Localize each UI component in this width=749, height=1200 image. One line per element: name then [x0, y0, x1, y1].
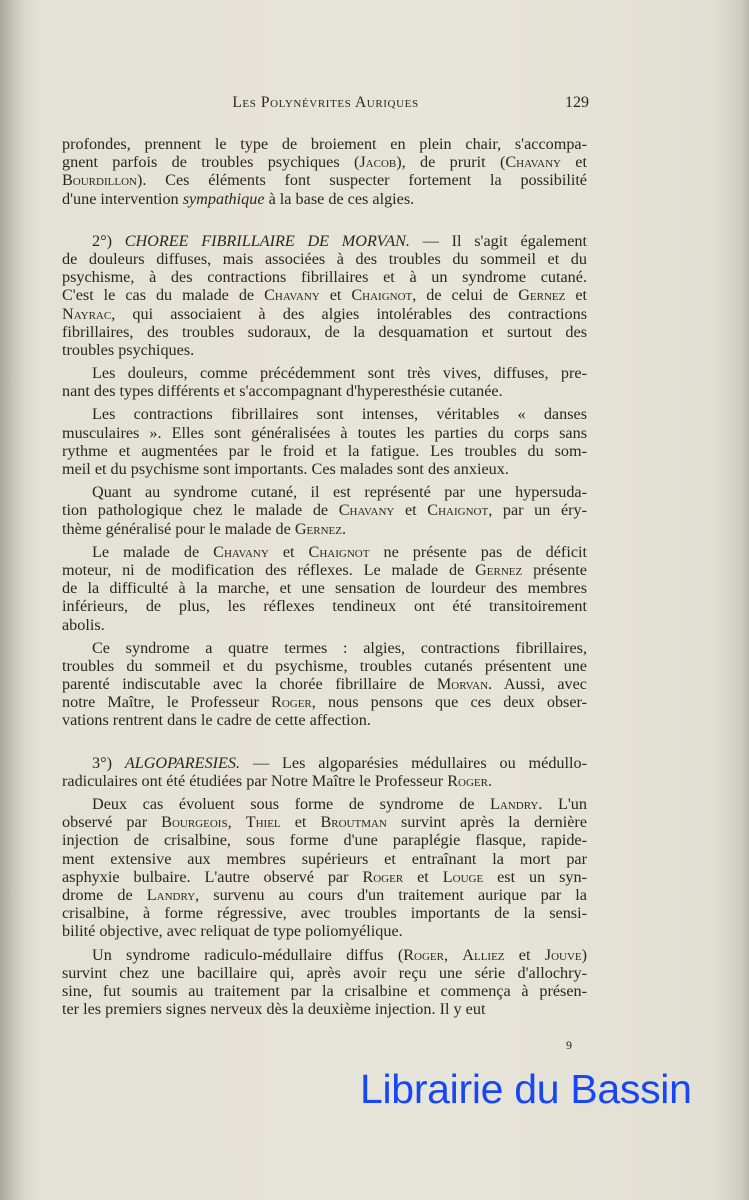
author-name: Roger	[362, 867, 404, 886]
text-line: vations rentrent dans le cadre de cette affection.	[62, 711, 371, 730]
author-name: Gernez	[294, 519, 342, 538]
text-line: Deux cas évoluent sous forme de syndrome de Landry. L'un	[92, 795, 587, 813]
text-line: sine, fut soumis au traitement par la crisalbine et commença à présen-	[62, 981, 587, 1000]
text-line: psychisme, à des contractions fibrillaires et à un syndrome cutané.	[62, 268, 587, 287]
text-line: Bourdillon). Ces éléments font suspecter fortement la possibilité	[62, 171, 587, 190]
author-name: Broutman	[320, 813, 387, 832]
text-line: abolis.	[62, 615, 105, 634]
emphasis: ALGOPARESIES.	[124, 753, 241, 772]
text-line: notre Maître, le Professeur Roger, nous pensons que ces deux obser-	[62, 693, 587, 712]
author-name: Chavany	[505, 153, 561, 172]
text-line: gnent parfois de troubles psychiques (Jacob), de prurit (Chavany et	[62, 153, 587, 172]
text-line: observé par Bourgeois, Thiel et Broutman survint après la dernière	[62, 813, 587, 832]
author-name: Nayrac	[62, 304, 112, 323]
author-name: Roger	[403, 945, 444, 964]
text-line: Un syndrome radiculo-médullaire diffus (Roger, Alliez et Jouve)	[92, 945, 588, 964]
running-title: Les Polynévrites Auriques	[232, 94, 419, 111]
author-name: Bourdillon	[62, 171, 137, 190]
author-name: Roger	[447, 771, 488, 790]
paragraph	[62, 483, 587, 538]
author-name: Jacob	[359, 153, 397, 172]
text-line: inférieurs, de plus, les réflexes tendineux ont été transitoirement	[62, 597, 587, 616]
author-name: Jouve	[544, 945, 582, 964]
page-number: 129	[565, 94, 589, 111]
running-header	[62, 94, 589, 116]
text-line: thème généralisé pour le malade de Gernez.	[62, 519, 347, 538]
author-name: Chaignot	[351, 286, 413, 305]
paragraph	[62, 946, 587, 1019]
text-line: Le malade de Chavany et Chaignot ne présente pas de déficit	[92, 542, 587, 561]
text-line: asphyxie bulbaire. L'autre observé par Roger et Louge est un syn-	[62, 867, 588, 886]
text-line: musculaires ». Elles sont généralisées à toutes les parties du corps sans	[62, 423, 587, 442]
author-name: Chaignot	[427, 501, 489, 520]
author-name: Louge	[442, 867, 484, 886]
text-line: parenté indiscutable avec la chorée fibrillaire de Morvan. Aussi, avec	[62, 675, 587, 694]
paragraph	[62, 543, 587, 634]
paragraph	[62, 232, 587, 359]
author-name: Gernez	[518, 286, 566, 305]
author-name: Morvan	[436, 675, 489, 694]
text-line: tion pathologique chez le malade de Chavany et Chaignot, par un éry-	[62, 501, 588, 520]
text-line: Nayrac, qui associaient à des algies intolérables des contractions	[62, 304, 587, 323]
body-text	[62, 135, 587, 1023]
author-name: Landry	[146, 885, 196, 904]
text-line: troubles psychiques.	[62, 340, 195, 359]
text-line: rythme et augmentées par le froid et la fatigue. Les troubles du som-	[62, 441, 587, 460]
text-line: nant des types différents et s'accompagnant d'hyperesthésie cutanée.	[62, 382, 503, 401]
text-line: Quant au syndrome cutané, il est représenté par une hypersuda-	[92, 483, 587, 502]
text-line: de la difficulté à la marche, et une sensation de lourdeur des membres	[62, 579, 587, 598]
text-line: radiculaires ont été étudiées par Notre Maître le Professeur Roger.	[62, 771, 492, 790]
author-name: Roger	[271, 693, 312, 712]
text-line: moteur, ni de modification des réflexes. Le malade de Gernez présente	[62, 560, 587, 579]
text-line: 3°) ALGOPARESIES. — Les algoparésies médullaires ou médullo-	[92, 753, 587, 772]
watermark: Librairie du Bassin	[360, 1066, 692, 1112]
text-line: injection de crisalbine, sous forme d'une paraplégie flasque, rapide-	[62, 831, 587, 850]
paragraph	[62, 754, 587, 790]
text-line: Ce syndrome a quatre termes : algies, contractions fibrillaires,	[92, 638, 587, 657]
text-line: ter les premiers signes nerveux dès la deuxième injection. Il y eut	[62, 1000, 486, 1019]
text-line: Les douleurs, comme précédemment sont très vives, diffuses, pre-	[92, 364, 587, 383]
text-line: ment extensive aux membres supérieurs et entraînant la mort par	[62, 849, 587, 868]
author-name: Thiel	[245, 813, 281, 832]
paragraph	[62, 405, 587, 478]
text-line: bilité objective, avec reliquat de type poliomyélique.	[62, 922, 403, 941]
paragraph	[62, 135, 587, 208]
author-name: Chaignot	[308, 542, 370, 561]
text-line: profondes, prennent le type de broiement en plein chair, s'accompa-	[62, 135, 587, 153]
author-name: Chavany	[338, 501, 395, 520]
paragraph	[62, 364, 587, 400]
paragraph	[62, 795, 587, 941]
text-line: fibrillaires, des troubles sudoraux, de la desquamation et surtout des	[62, 322, 587, 341]
text-line: 2°) CHOREE FIBRILLAIRE DE MORVAN. — Il s'agit également	[92, 231, 587, 250]
text-line: de douleurs diffuses, mais associées à des troubles du sommeil et du	[62, 249, 587, 268]
paragraph	[62, 639, 587, 730]
text-line: C'est le cas du malade de Chavany et Chaignot, de celui de Gernez et	[62, 286, 588, 305]
signature-mark: 9	[566, 1038, 572, 1052]
author-name: Landry	[489, 795, 539, 813]
text-line: drome de Landry, survenu au cours d'un traitement aurique par la	[62, 885, 587, 904]
author-name: Chavany	[213, 542, 269, 561]
text-line: d'une intervention sympathique à la base de ces algies.	[62, 189, 415, 208]
author-name: Chavany	[264, 286, 320, 305]
text-line: meil et du psychisme sont importants. Ces malades sont des anxieux.	[62, 460, 509, 478]
text-line: Les contractions fibrillaires sont intenses, véritables « danses	[92, 405, 587, 424]
text-line: survint chez une bacillaire qui, après avoir reçu une série d'allochry-	[62, 963, 587, 982]
author-name: Alliez	[462, 945, 505, 964]
emphasis: sympathique	[182, 189, 265, 208]
text-line: crisalbine, à forme régressive, avec troubles importants de la sensi-	[62, 904, 587, 923]
emphasis: CHOREE FIBRILLAIRE DE MORVAN.	[124, 231, 410, 250]
author-name: Bourgeois	[161, 813, 228, 832]
author-name: Gernez	[475, 560, 523, 579]
text-line: troubles du sommeil et du psychisme, troubles cutanés présentent une	[62, 656, 587, 675]
